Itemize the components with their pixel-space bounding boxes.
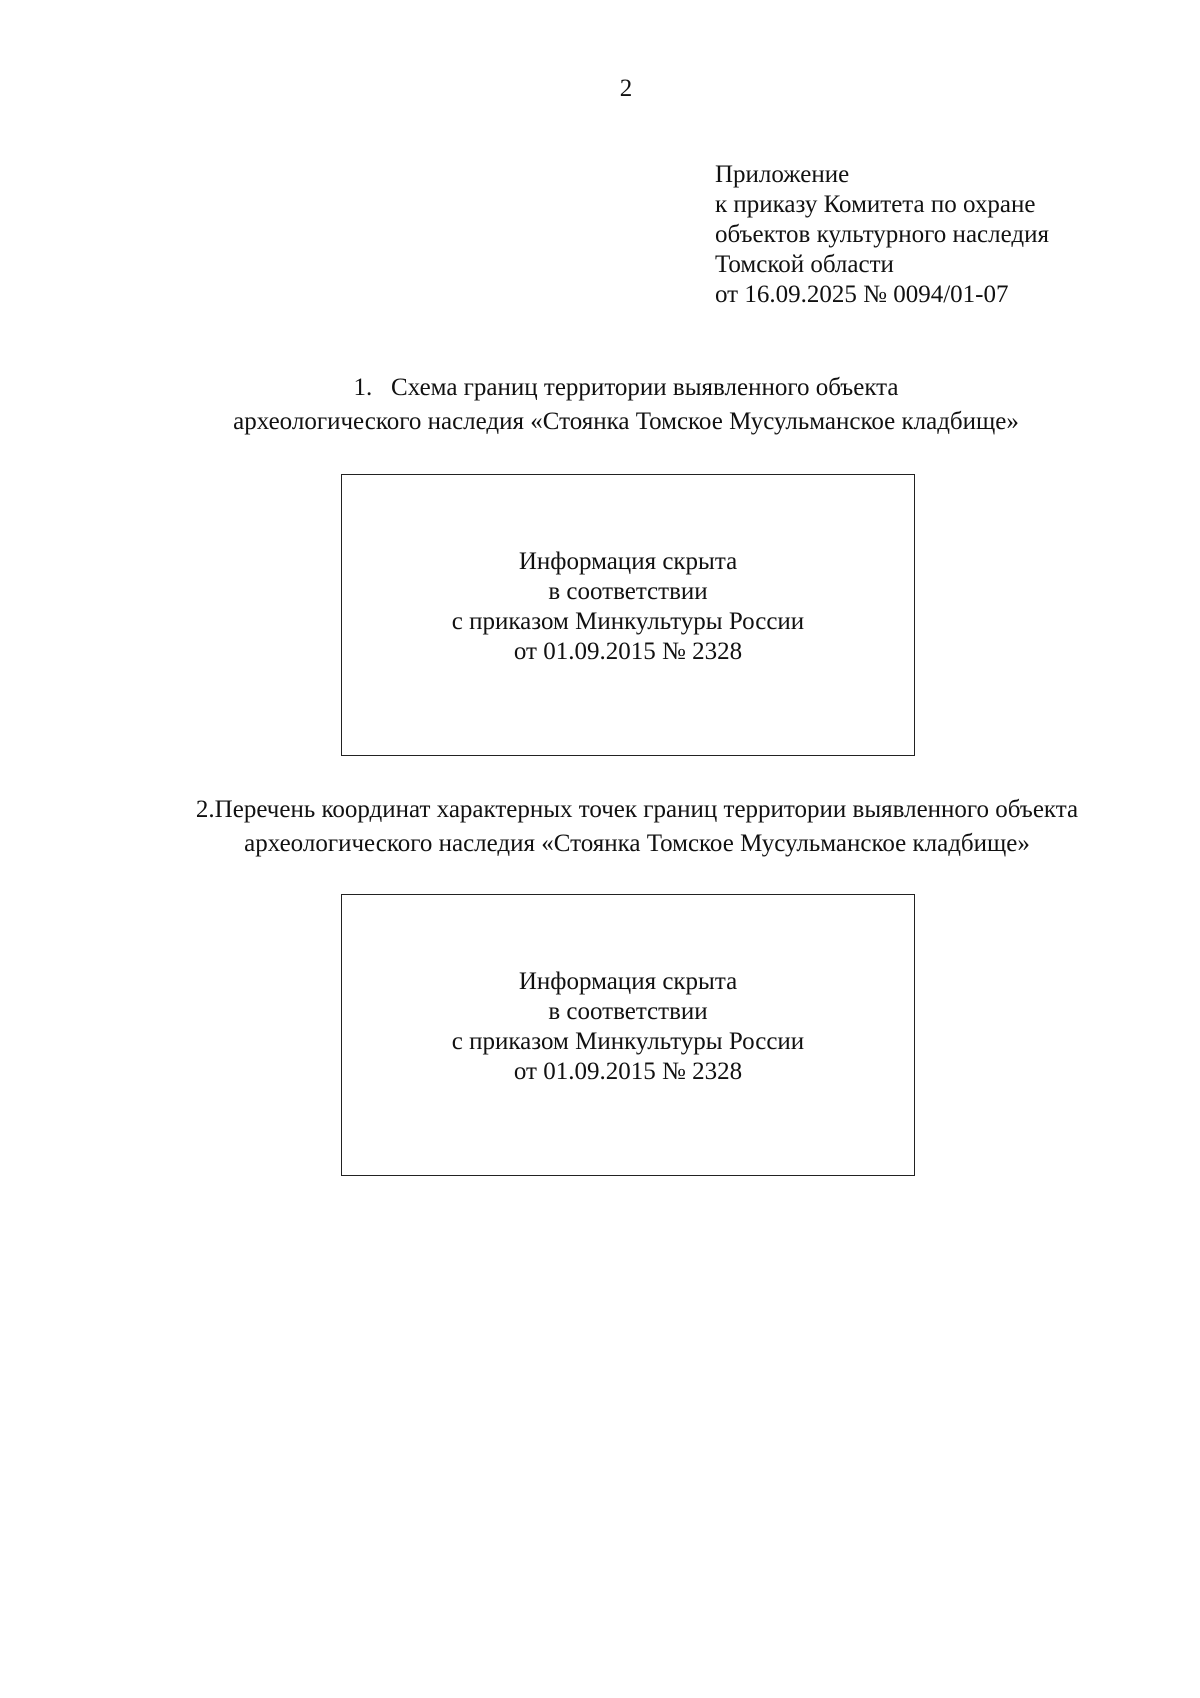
hidden-info-line: Информация скрыта [518,968,738,995]
hidden-info-line: от 01.09.2015 № 2328 [513,1058,743,1085]
appendix-line: объектов культурного наследия [715,221,1049,248]
hidden-info-line: с приказом Минкультуры России [451,608,805,635]
hidden-info-text [452,547,804,667]
hidden-info-line: от 01.09.2015 № 2328 [513,638,743,665]
hidden-info-line: в соответствии [548,998,708,1025]
hidden-info-line: Информация скрыта [518,548,738,575]
appendix-line: к приказу Комитета по охране [715,191,1036,218]
section-1-title [0,371,1200,439]
section-1-title-line: археологического наследия «Стоянка Томское Мусульманское кладбище» [233,408,1019,435]
section-2-title-line: археологического наследия «Стоянка Томское Мусульманское кладбище» [244,830,1030,857]
appendix-line: Томской области [715,251,894,278]
appendix-line: от 16.09.2025 № 0094/01-07 [715,281,1009,308]
section-2-title [0,793,1200,861]
section-1-title-line: 1. Схема границ территории выявленного объекта [353,374,899,401]
hidden-info-box-2 [341,894,915,1176]
hidden-info-line: в соответствии [548,578,708,605]
hidden-info-text [452,967,804,1087]
appendix-header [715,160,1049,310]
hidden-info-line: с приказом Минкультуры России [451,1028,805,1055]
hidden-info-box-1 [341,474,915,756]
section-2-title-line: 2.Перечень координат характерных точек границ территории выявленного объекта [195,796,1079,823]
page-number: 2 [619,75,633,102]
appendix-line: Приложение [715,161,850,188]
